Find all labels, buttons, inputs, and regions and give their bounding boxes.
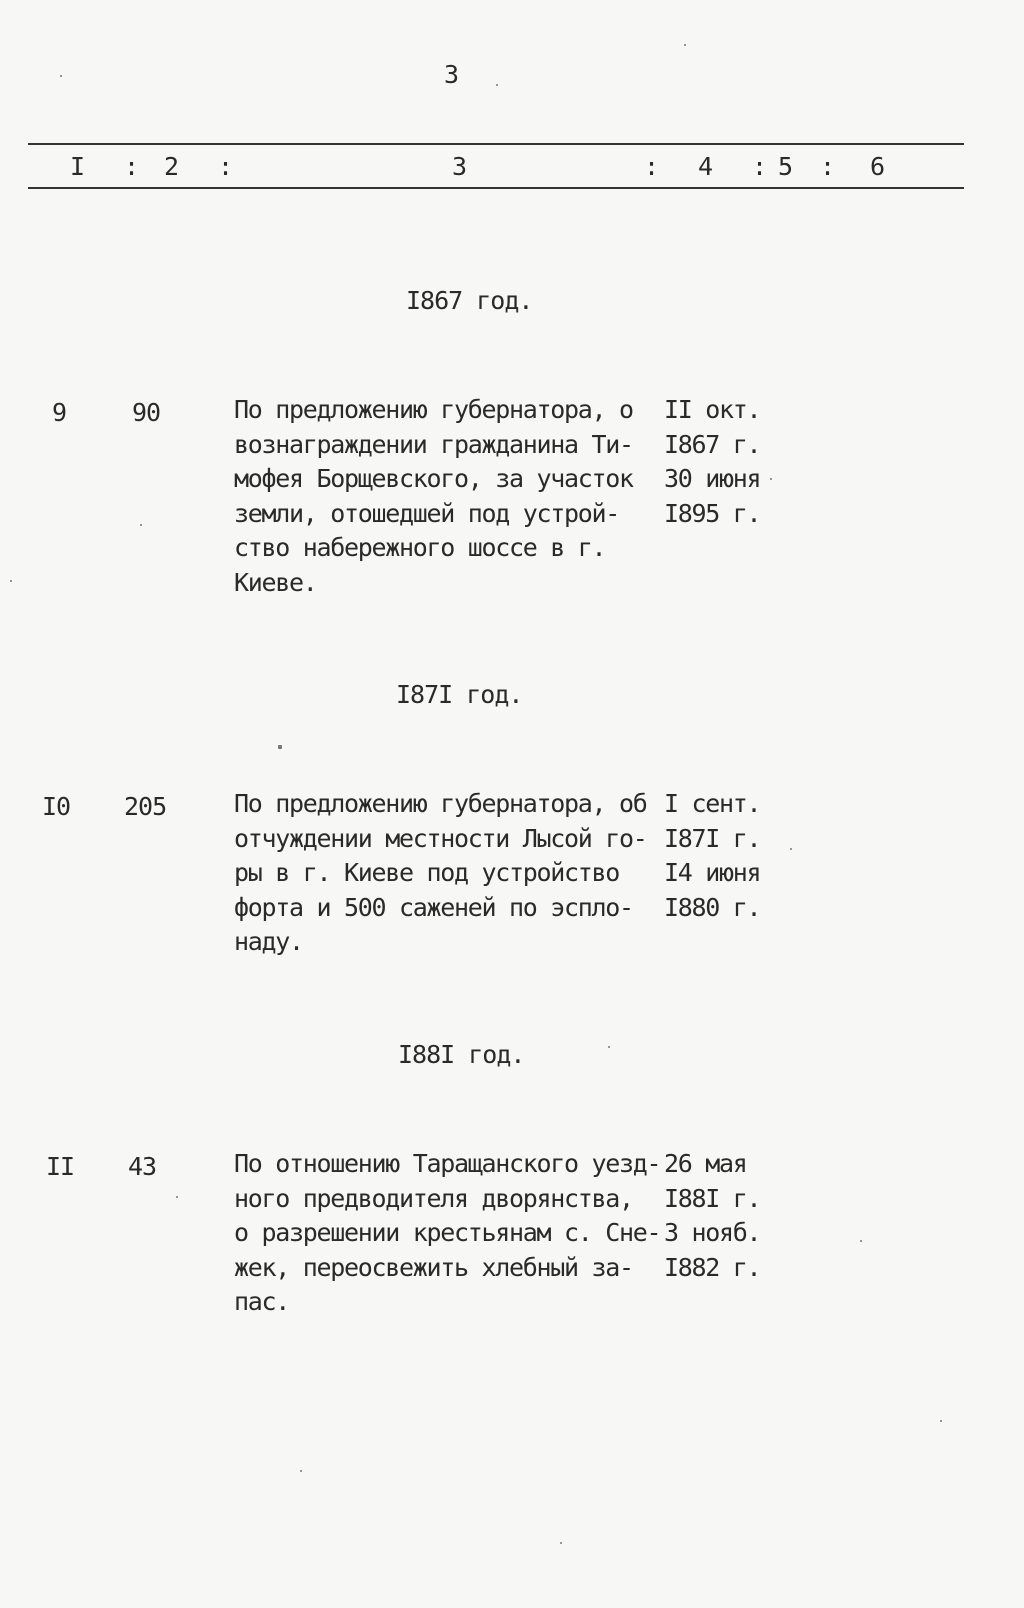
entry-description xyxy=(234,393,654,600)
scan-speck xyxy=(684,44,686,46)
start-year: I87I г. xyxy=(664,823,761,853)
scan-speck xyxy=(10,580,12,582)
entry-description xyxy=(234,1147,661,1320)
scan-speck xyxy=(140,524,142,526)
description-line: Киеве. xyxy=(234,567,317,597)
end-date: I4 июня xyxy=(664,858,761,887)
year-heading: I88I год. xyxy=(398,1040,525,1069)
column-header-6: 6 xyxy=(870,152,886,181)
description-line: ство набережного шоссе в г. xyxy=(234,533,606,562)
year-heading: I87I год. xyxy=(396,680,523,709)
entry-dates xyxy=(664,393,774,531)
column-separator: : xyxy=(820,152,836,181)
start-year: I867 г. xyxy=(664,429,761,459)
description-line: наду. xyxy=(234,927,303,956)
column-header-1: I xyxy=(70,152,86,181)
file-number: 43 xyxy=(128,1152,157,1181)
description-line: вознаграждении гражданина Ти- xyxy=(234,429,633,459)
scan-speck xyxy=(860,1240,862,1242)
scan-speck xyxy=(790,848,792,850)
column-separator: : xyxy=(124,152,140,181)
description-line: По предложению губернатора, об xyxy=(234,789,647,818)
scan-speck xyxy=(278,745,282,749)
scan-speck xyxy=(940,1420,942,1422)
file-number: 90 xyxy=(132,398,161,427)
scan-speck xyxy=(496,84,498,86)
start-date: I сент. xyxy=(664,789,761,818)
scan-speck xyxy=(176,1196,178,1198)
entry-dates xyxy=(664,1147,774,1285)
file-number: 205 xyxy=(124,792,167,821)
column-header-5: 5 xyxy=(778,152,794,181)
end-year: I895 г. xyxy=(664,498,761,528)
description-line: земли, отошедшей под устрой- xyxy=(234,498,620,528)
description-line: отчуждении местности Лысой го- xyxy=(234,823,647,853)
description-line: пас. xyxy=(234,1287,290,1316)
page-number: 3 xyxy=(444,60,459,89)
scan-speck xyxy=(560,1542,562,1544)
entry-number: 9 xyxy=(52,398,67,427)
end-date: 30 июня xyxy=(664,464,761,493)
scan-speck xyxy=(60,75,62,77)
column-header-3: 3 xyxy=(452,152,468,181)
header-top-rule xyxy=(28,143,964,145)
end-year: I882 г. xyxy=(664,1252,761,1282)
entry-description xyxy=(234,787,654,960)
scan-speck xyxy=(300,1470,302,1472)
description-line: форта и 500 саженей по эспло- xyxy=(234,892,633,922)
start-year: I88I г. xyxy=(664,1183,761,1213)
description-line: жек, переосвежить хлебный за- xyxy=(234,1252,633,1282)
start-date: 26 мая xyxy=(664,1149,747,1178)
end-date: 3 нояб. xyxy=(664,1218,761,1247)
header-bottom-rule xyxy=(28,187,964,189)
description-line: ного предводителя дворянства, xyxy=(234,1183,633,1213)
description-line: о разрешении крестьянам с. Сне- xyxy=(234,1218,661,1247)
column-header-2: 2 xyxy=(164,152,180,181)
entry-number: I0 xyxy=(42,792,71,821)
column-separator: : xyxy=(218,152,234,181)
entry-number: II xyxy=(46,1152,75,1181)
scan-speck xyxy=(608,1046,610,1048)
description-line: ры в г. Киеве под устройство xyxy=(234,858,620,887)
scan-speck xyxy=(770,478,772,480)
column-header-4: 4 xyxy=(698,152,714,181)
column-separator: : xyxy=(752,152,768,181)
start-date: II окт. xyxy=(664,395,761,424)
description-line: По отношению Таращанского уезд- xyxy=(234,1149,661,1178)
column-separator: : xyxy=(644,152,660,181)
year-heading: I867 год. xyxy=(406,286,533,315)
description-line: мофея Борщевского, за участок xyxy=(234,464,633,493)
end-year: I880 г. xyxy=(664,892,761,922)
description-line: По предложению губернатора, о xyxy=(234,395,633,424)
entry-dates xyxy=(664,787,774,925)
